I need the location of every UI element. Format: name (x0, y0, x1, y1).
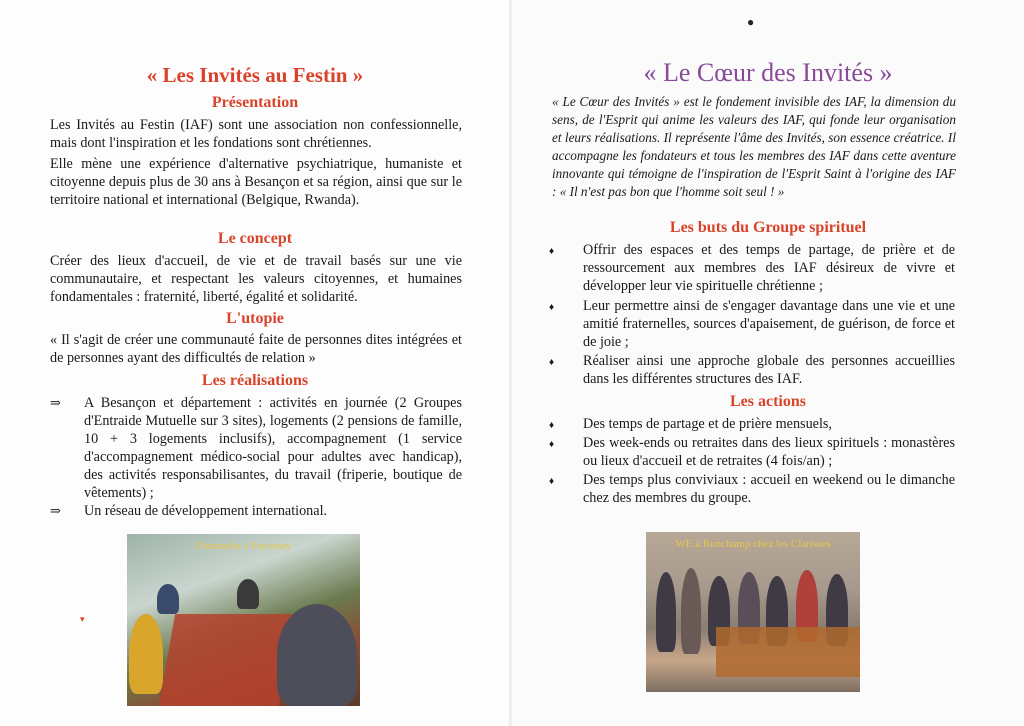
arrow-marker-icon: ⇒ (50, 503, 61, 518)
heading-buts: Les buts du Groupe spirituel (669, 219, 867, 236)
action-text: Des week-ends ou retraites dans des lieux spirituels : monastères ou lieux d'accueil et de retraites (4 fois/an) ; (583, 435, 955, 469)
diamond-bullet-icon: ♦ (549, 439, 555, 450)
photo-caption: WE à Ronchamp chez les Clarisses (675, 538, 831, 550)
printed-dot: ● (747, 15, 755, 29)
photo-ronchamp-clarisses (646, 532, 860, 692)
realisation-text: A Besançon et département : activités en journée (2 Groupes d'Entraide Mutuelle sur 3 sites), logements (2 pensions de famille, 10 + 3 logements inclusifs), accompagnement (1 service d'accompagnement médico-social pour adultes avec handicap), des activités responsabilisantes, du travail (friperie, boutique de vêtements) ; (84, 395, 462, 501)
photo-caption: Dimanche à Parcenay (195, 540, 292, 552)
decorative-mark-icon: ▾ (80, 614, 85, 624)
intro-paragraph: « Le Cœur des Invités » est le fondement invisible des IAF, la dimension du sens, de l'Esprit qui anime les valeurs des IAF, qui fonde leur organisation et leurs réalisations. Il représente l'âme des Invités, son essence créatrice. Il accompagne les fondateurs et tous les membres des IAF dans cette aventure innovante qui témoigne de l'inspiration de l'Esprit Saint à l'origine des IAF : « Il n'est pas bon que l'homme soit seul ! » (552, 94, 956, 199)
list-item (50, 394, 462, 502)
left-title: « Les Invités au Festin » (146, 63, 364, 87)
action-text: Des temps de partage et de prière mensuels, (583, 416, 832, 432)
list-item (549, 415, 955, 433)
diamond-bullet-icon: ♦ (549, 420, 555, 431)
list-item (549, 241, 955, 295)
heading-realisations: Les réalisations (201, 372, 309, 389)
action-text: Des temps plus conviviaux : accueil en weekend ou le dimanche chez des membres du groupe. (583, 472, 955, 506)
heading-utopie: L'utopie (226, 310, 284, 327)
list-item (549, 297, 955, 351)
heading-actions: Les actions (730, 393, 806, 410)
heading-concept: Le concept (217, 230, 293, 247)
arrow-marker-icon: ⇒ (50, 395, 61, 410)
list-item (549, 471, 955, 507)
presentation-paragraph-2: Elle mène une expérience d'alternative psychiatrique, humaniste et citoyenne depuis plus de 30 ans à Besançon et sa région, ainsi que sur le territoire national et international (Belgique, Rwanda). (50, 156, 462, 208)
but-text: Leur permettre ainsi de s'engager davantage dans une vie et une amitié fraternelles, sources d'apaisement, de guérison, de force et de joie ; (583, 298, 955, 350)
list-item (549, 352, 955, 388)
realisation-text: Un réseau de développement international. (84, 503, 328, 519)
but-text: Offrir des espaces et des temps de partage, de prière et de ressourcement aux membres des IAF désireux de vivre et développer leur vie spirituelle chrétienne ; (583, 242, 955, 294)
list-item (549, 434, 955, 470)
concept-paragraph: Créer des lieux d'accueil, de vie et de travail basés sur une vie communautaire, et respectant les valeurs citoyennes, et humaines fondamentales : fraternité, liberté, égalité et solidarité. (50, 253, 462, 305)
heading-presentation: Présentation (211, 94, 299, 111)
diamond-bullet-icon: ♦ (549, 476, 555, 487)
diamond-bullet-icon: ♦ (549, 302, 555, 313)
list-item (50, 502, 462, 520)
right-title: « Le Cœur des Invités » (643, 58, 893, 87)
but-text: Réaliser ainsi une approche globale des personnes accueillies dans les différentes structures des IAF. (583, 353, 955, 387)
photo-dimanche-parcenay (127, 534, 360, 706)
utopie-paragraph: « Il s'agit de créer une communauté faite de personnes dites intégrées et de personnes ayant des difficultés de relation » (50, 332, 462, 366)
diamond-bullet-icon: ♦ (549, 357, 555, 368)
diamond-bullet-icon: ♦ (549, 246, 555, 257)
presentation-paragraph-1: Les Invités au Festin (IAF) sont une association non confessionnelle, mais dont l'inspiration et les fondations sont chrétiennes. (50, 117, 462, 151)
